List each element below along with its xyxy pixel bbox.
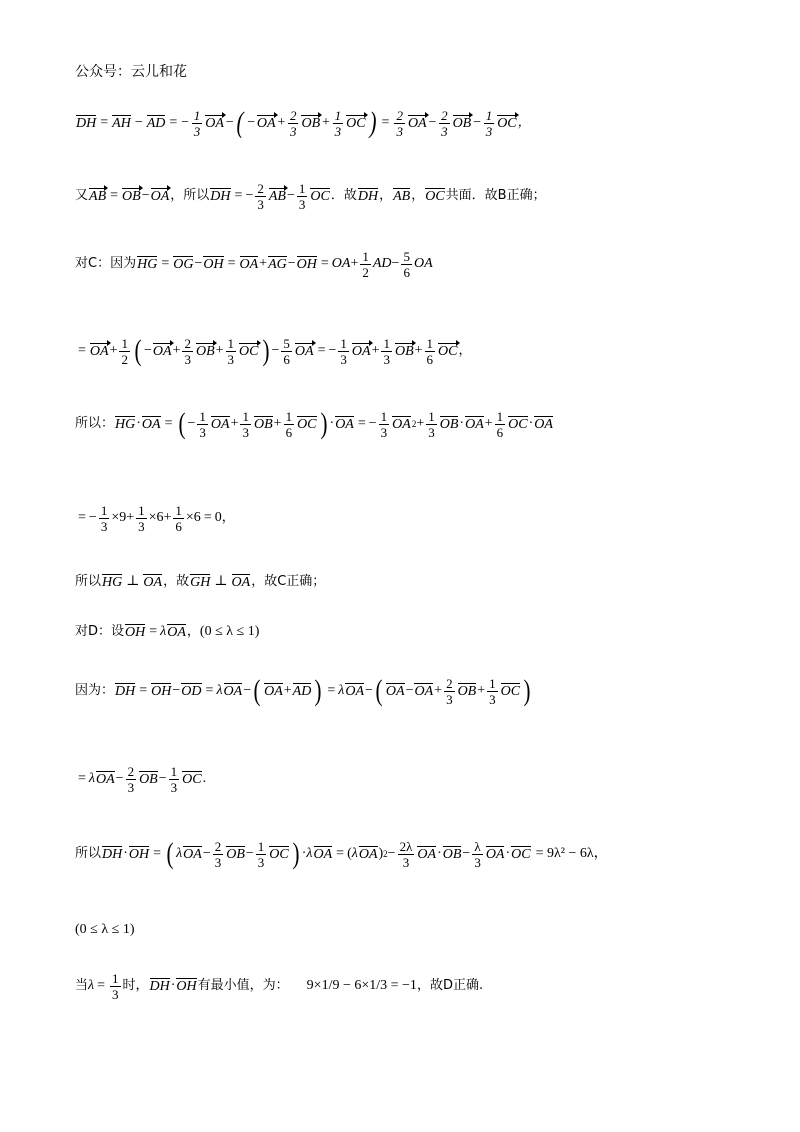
equation-line-2: 又 AB = OB − OA ，所以 DH = − $\frac{2}{3}$ AB − $\frac{1}{3}$ OC ．故 DH ， AB ， OC 共面．故B正确；: [75, 180, 546, 212]
equation-line-6: = − $\frac{1}{3}$ ×9+ $\frac{1}{3}$ ×6+ $\frac{1}{6}$ ×6 = 0 ，: [78, 502, 235, 534]
equation-line-10: = λ OA − $\frac{2}{3}$ OB − $\frac{1}{3}$ OC .: [78, 763, 207, 795]
equation-line-9: 因为： DH = OH − OD = λ OA − ( OA + AD ) = λ OA − ( OA − OA + $\frac{2}{3}$ OB + $\frac{1}{3}$ OC ): [75, 674, 531, 707]
equation-line-8: 对D：设 OH = λ OA ， (0 ≤ λ ≤ 1): [75, 624, 260, 640]
equation-line-7: 所以 HG ⊥ OA ，故 GH ⊥ OA ，故C正确；: [75, 574, 326, 590]
equation-line-11: 所以 DH · OH = ( λ OA − $\frac{2}{3}$ OB − $\frac{1}{3}$ OC ) · λ OA = ( λ OA ) 2 − $\frac{2\lambda}{3}$ OA · OB − $\frac{\lambda}{3}$ OA · OC = 9λ² − 6λ，: [75, 837, 608, 870]
equation-line-4: = OA + $\frac{1}{2}$ ( − OA + $\frac{2}{3}$ OB + $\frac{1}{3}$ OC ) − $\frac{5}{6}$ OA = − $\frac{1}{3}$ OA + $\frac{1}{3}$ OB + $\frac{1}{6}$ OC ，: [78, 334, 472, 367]
equation-line-1: DH = AH − AD = − $\frac{1}{3}$ OA − ( − OA + $\frac{2}{3}$ OB + $\frac{1}{3}$ OC ) = $\frac{2}{3}$ OA − $\frac{2}{3}$ OB − $\frac{1}{3}$ OC ，: [76, 106, 531, 139]
vec-AH: AH: [112, 116, 131, 131]
equation-line-5: 所以： HG · OA = ( − $\frac{1}{3}$ OA + $\frac{1}{3}$ OB + $\frac{1}{6}$ OC ) · OA = − $\frac{1}{3}$ OA 2 + $\frac{1}{3}$ OB · OA + $\frac{1}{6}$ OC · OA: [75, 407, 553, 440]
equation-line-3: 对C：因为 HG = OG − OH = OA + AG − OH = OA + $\frac{1}{2}$ AD − $\frac{5}{6}$ OA: [75, 248, 433, 280]
vec-DH: DH: [76, 116, 97, 131]
header-source: 公众号：云儿和花: [75, 64, 187, 80]
equation-line-13: 当 λ = $\frac{1}{3}$ 时， DH · OH 有最小值，为： 9×1/9 − 6×1/3 = −1 ，故D正确.: [75, 970, 484, 1002]
vec-AD: AD: [146, 116, 166, 131]
equation-line-12: (0 ≤ λ ≤ 1): [75, 922, 135, 937]
